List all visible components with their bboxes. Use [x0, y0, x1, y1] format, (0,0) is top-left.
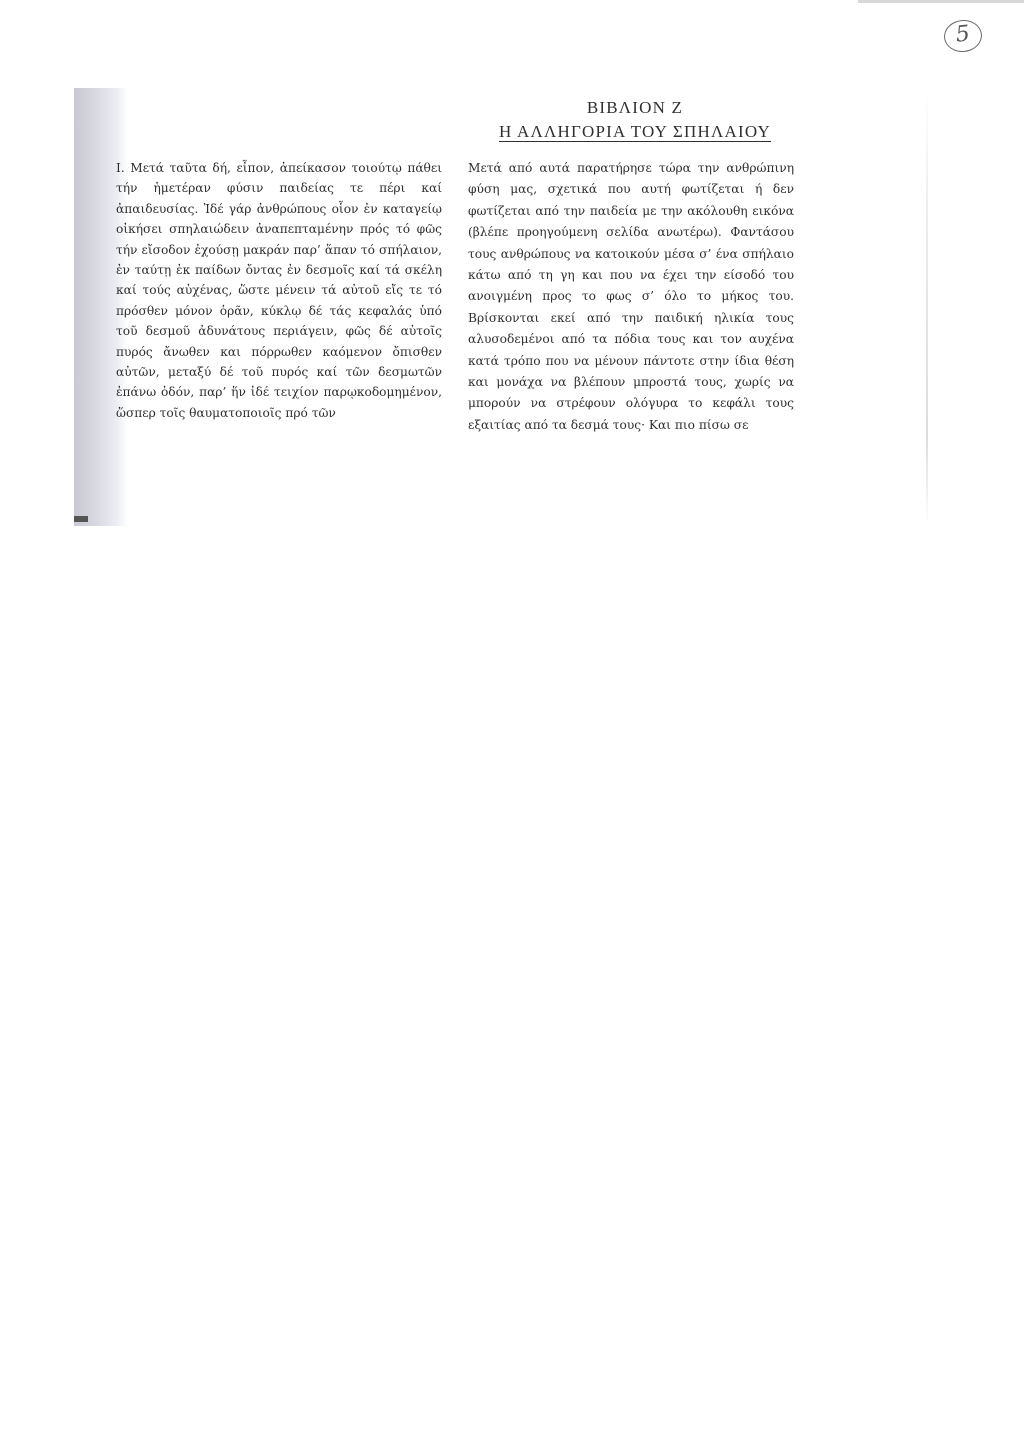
binding-mark — [74, 516, 88, 522]
book-title: ΒΙΒΛΙΟΝ Ζ — [586, 98, 684, 117]
scan-right-edge — [926, 88, 928, 526]
chapter-title — [480, 122, 790, 142]
scan-top-edge — [858, 0, 1024, 3]
chapter-title-text: Η ΑΛΛΗΓΟΡΙΑ ΤΟΥ ΣΠΗΛΑΙΟΥ — [499, 122, 771, 141]
modern-greek-paragraph: Μετά από αυτά παρατήρησε τώρα την ανθρώπινη φύση μας, σχετικά που αυτή φωτίζεται ή δεν φωτίζεται από την παιδεία με την ακόλουθη εικόνα (βλέπε προηγούμενη σελίδα ανωτέρω). Φαντάσου τους ανθρώπους να κατοικούν μέσα σ’ ένα σπήλαιο κάτω από τη γη και που να έχει την είσοδό του ανοιγμένη προς το φως σ’ όλο το μήκος του. Βρίσκονται εκεί από την παιδική ηλικία τους αλυσοδεμένοι από τα πόδια τους και τον αυχένα κατά τρόπο που να μένουν πάντοτε στην ίδια θέση και μονάχα να βλέπουν μπροστά τους, χωρίς να μπορούν να στρέφουν ολόγυρα το κεφάλι τους εξαιτίας από τα δεσμά τους· Και πιο πίσω σε — [468, 161, 794, 432]
ancient-greek-column — [116, 158, 442, 423]
modern-greek-column — [468, 158, 794, 436]
handwritten-page-number: 5 — [942, 18, 983, 54]
ancient-greek-paragraph: Ι. Μετά ταῦτα δή, εἶπον, ἀπείκασον τοιούτῳ πάθει τήν ἡμετέραν φύσιν παιδείας τε πέρι καί ἀπαιδευσίας. Ἰδέ γάρ ἀνθρώπους οἷον ἐν καταγείῳ οἰκήσει σπηλαιώδειν ἀναπεπταμένην πρός τό φῶς τήν εἴσοδον ἐχούσῃ μακράν παρ’ ἅπαν τό σπήλαιον, ἐν ταύτῃ ἐκ παίδων ὄντας ἐν δεσμοῖς καί τά σκέλη καί τούς αὐχένας, ὥστε μένειν τά αὐτοῦ εἴς τε τό πρόσθεν μόνον ὁρᾶν, κύκλῳ δέ τάς κεφαλάς ὑπό τοῦ δεσμοῦ ἀδυνάτους περιάγειν, φῶς δέ αὐτοῖς πυρός ἄνωθεν και πόρρωθεν καόμενον ὄπισθεν αὐτῶν, μεταξύ δέ τοῦ πυρός καί τῶν δεσμωτῶν ἐπάνω ὁδόν, παρ’ ἥν ἰδέ τειχίον παρῳκοδομημένον, ὥσπερ τοῖς θαυματοποιοῖς πρό τῶν — [116, 161, 442, 420]
